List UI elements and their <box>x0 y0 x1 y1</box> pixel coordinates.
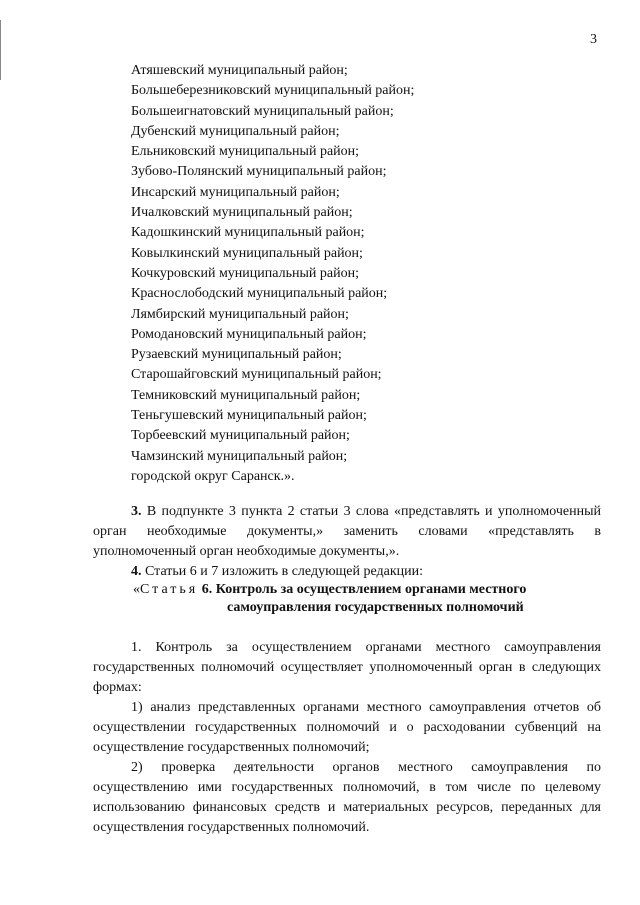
item-text: В подпункте 3 пункта 2 статьи 3 слова «представлять и уполномоченный орган необходимые документы,» заменить словами «представлять в уполномоченный орган необходимые документы,». <box>93 504 602 559</box>
list-item: Кочкуровский муниципальный район; <box>131 265 359 281</box>
paragraph-1-item-2: 2) проверка деятельности органов местного самоуправления по осуществлению ими государственных полномочий, в том числе по целевому использованию финансовых средств и материальных ресурсов, переданных для осуществления государственных полномочий. <box>93 760 601 835</box>
paragraph-1: 1. Контроль за осуществлением органами местного самоуправления государственных полномочий осуществляет уполномоченный орган в следующих формах: <box>93 640 601 695</box>
item-number: 3. <box>131 504 142 519</box>
article-title: 6. Контроль за осуществлением органами местного <box>201 582 527 597</box>
list-item: Чамзинский муниципальный район; <box>131 448 348 464</box>
list-item: Темниковский муниципальный район; <box>131 387 361 403</box>
list-item: Большеигнатовский муниципальный район; <box>131 103 394 119</box>
paragraph-1-item-1: 1) анализ представленных органами местного самоуправления отчетов об осуществлении государственных полномочий и о расходовании субвенций на осуществление государственных полномочий; <box>93 700 601 755</box>
list-item: Ковылкинский муниципальный район; <box>131 245 363 261</box>
list-item: Ромодановский муниципальный район; <box>131 326 367 342</box>
district-list <box>131 61 414 487</box>
list-item: Торбеевский муниципальный район; <box>131 428 350 444</box>
list-item: Инсарский муниципальный район; <box>131 184 340 200</box>
list-item: Большеберезниковский муниципальный район; <box>131 83 415 99</box>
article-title-continued: самоуправления государственных полномочий <box>227 600 524 615</box>
list-item: Ичалковский муниципальный район; <box>131 205 353 221</box>
list-item: Зубово-Полянский муниципальный район; <box>131 164 387 180</box>
list-item: Атяшевский муниципальный район; <box>131 63 348 78</box>
list-item: Краснослободский муниципальный район; <box>131 286 388 302</box>
item-number: 4. <box>131 564 142 579</box>
list-item: Ельниковский муниципальный район; <box>131 144 360 160</box>
list-item: Рузаевский муниципальный район; <box>131 347 342 363</box>
amendment-item-4 <box>93 562 601 582</box>
scan-edge-mark <box>0 20 1 80</box>
article-heading <box>133 581 526 599</box>
amendment-item-3 <box>93 502 601 562</box>
list-item: Теньгушевский муниципальный район; <box>131 408 367 424</box>
item-text: Статьи 6 и 7 изложить в следующей редакции: <box>145 564 424 579</box>
list-item: Старошайговский муниципальный район; <box>131 367 382 383</box>
list-item: Лямбирский муниципальный район; <box>131 306 349 322</box>
list-item: Кадошкинский муниципальный район; <box>131 225 365 241</box>
list-item: Дубенский муниципальный район; <box>131 123 340 139</box>
list-item: городской округ Саранск.». <box>131 468 295 484</box>
open-quote: « <box>133 582 140 597</box>
article-word: Статья <box>140 582 199 597</box>
page-number: 3 <box>590 32 597 47</box>
